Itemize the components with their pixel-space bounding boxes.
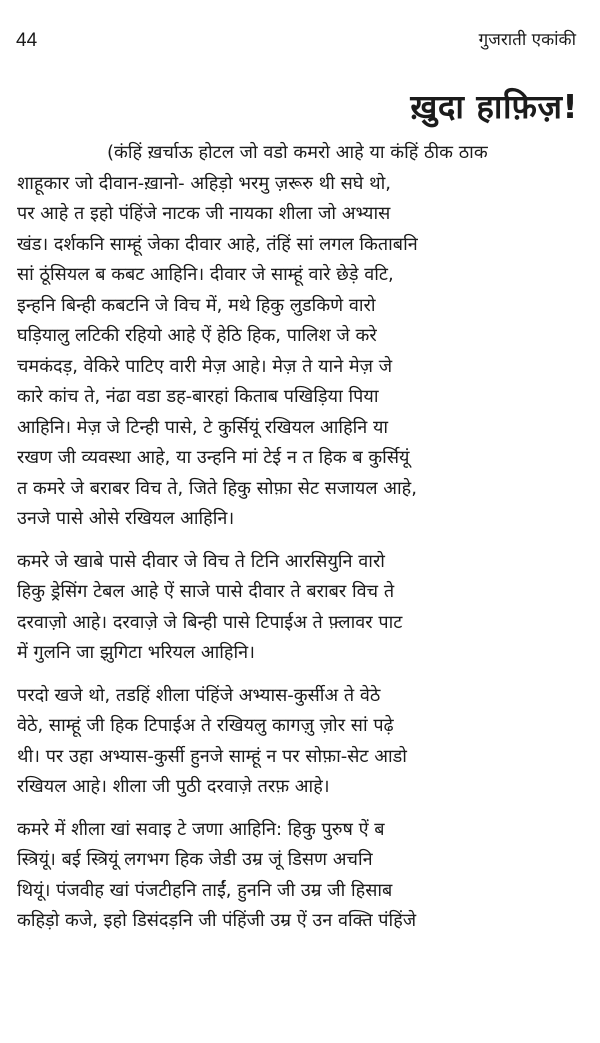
text-line: थी। पर उहा अभ्यास-कुर्सी हुनजे साम्हूं न पर सोफ़ा-सेट आडो	[17, 745, 407, 767]
text-line: परदो खजे थो, तडहिं शीला पंहिंजे अभ्यास-कुर्सीअ ते वेठे	[17, 684, 381, 706]
page-number: 44	[16, 30, 38, 51]
text-line: त कमरे जे बराबर विच ते, जिते हिकु सोफ़ा सेट सजायल आहे,	[17, 477, 417, 499]
text-line: कमरे जे खाबे पासे दीवार जे विच ते टिनि आरसियुनि वारो	[17, 550, 385, 572]
text-line: (कंहिं ख़र्चाऊ होटल जो वडो कमरो आहे या कंहिं ठीक ठाक	[107, 142, 488, 163]
text-line: शाहूकार जो दीवान-ख़ानो- अहिड़ो भरमु ज़रूरु थी सघे थो,	[17, 172, 392, 194]
text-line: रखियल आहे। शीला जी पुठी दरवाज़े तरफ़ आहे।	[17, 776, 330, 797]
text-line: में गुलनि जा झुगिटा भरियल आहिनि।	[17, 642, 255, 663]
play-title: ख़ुदा हाफ़िज़!	[410, 87, 578, 126]
text-line: कारे कांच ते, नंढा वडा डह-बारहां किताब पखिड़िया पिया	[17, 386, 379, 407]
text-line: खंड। दर्शकनि साम्हूं जेका दीवार आहे, तंहिं सां लगल किताबनि	[17, 233, 418, 255]
text-line: इन्हनि बिन्ही कबटनि जे विच में, मथे हिकु लुडकिणे वारो	[17, 294, 376, 316]
text-line: वेठे, साम्हूं जी हिक टिपाईअ ते रखियलु कागज़ु ज़ोर सां पढ़े	[17, 715, 394, 736]
text-line: पर आहे त इहो पंहिंजे नाटक जी नायका शीला जो अभ्यास	[17, 203, 391, 224]
text-line: कहिड़ो कजे, इहो डिसंदड़नि जी पंहिंजी उम्र ऐं उन वक्ति पंहिंजे	[17, 910, 417, 931]
text-line: उनजे पासे ओसे रखियल आहिनि।	[17, 508, 235, 529]
paragraph-2	[17, 547, 587, 669]
paragraph-3	[17, 681, 587, 803]
body-text	[17, 138, 587, 937]
text-line: थियूं। पंजवीह खां पंजटीहनि ताईं, हुननि जी उम्र जी हिसाब	[17, 879, 393, 901]
running-title: गुजराती एकांकी	[478, 30, 576, 50]
text-line: सां ठूंसियल ब कबट आहिनि। दीवार जे साम्हूं वारे छेड़े वटि,	[17, 264, 394, 285]
text-line: आहिनि। मेज़ जे टिन्ही पासे, टे कुर्सियूं रखियल आहिनि या	[17, 416, 389, 438]
text-line: रखण जी व्यवस्था आहे, या उन्हनि मां टेई न त हिक ब कुर्सियूं	[17, 447, 410, 468]
page-header	[0, 0, 600, 60]
text-line: दरवाज़ो आहे। दरवाज़े जे बिन्ही पासे टिपाईअ ते फ़्लावर पाट	[17, 611, 403, 633]
text-line: घड़ियालु लटिकी रहियो आहे ऐं हेठि हिक, पालिश जे करे	[17, 325, 377, 346]
text-column	[17, 138, 587, 937]
text-line: स्त्रियूं। बई स्त्रियूं लगभग हिक जेडी उम्र जूं डिसण अचनि	[17, 849, 373, 870]
text-line: कमरे में शीला खां सवाइ टे जणा आहिनि: हिकु पुरुष ऐं ब	[17, 818, 385, 840]
text-line: हिकु ड्रेसिंग टेबल आहे ऐं साजे पासे दीवार ते बराबर विच ते	[17, 581, 395, 602]
paragraph-4	[17, 815, 587, 937]
text-line: चमकंदड़, वेकिरे पाटिए वारी मेज़ आहे। मेज़ ते याने मेज़ जे	[17, 355, 393, 377]
paragraph-1	[17, 138, 587, 535]
